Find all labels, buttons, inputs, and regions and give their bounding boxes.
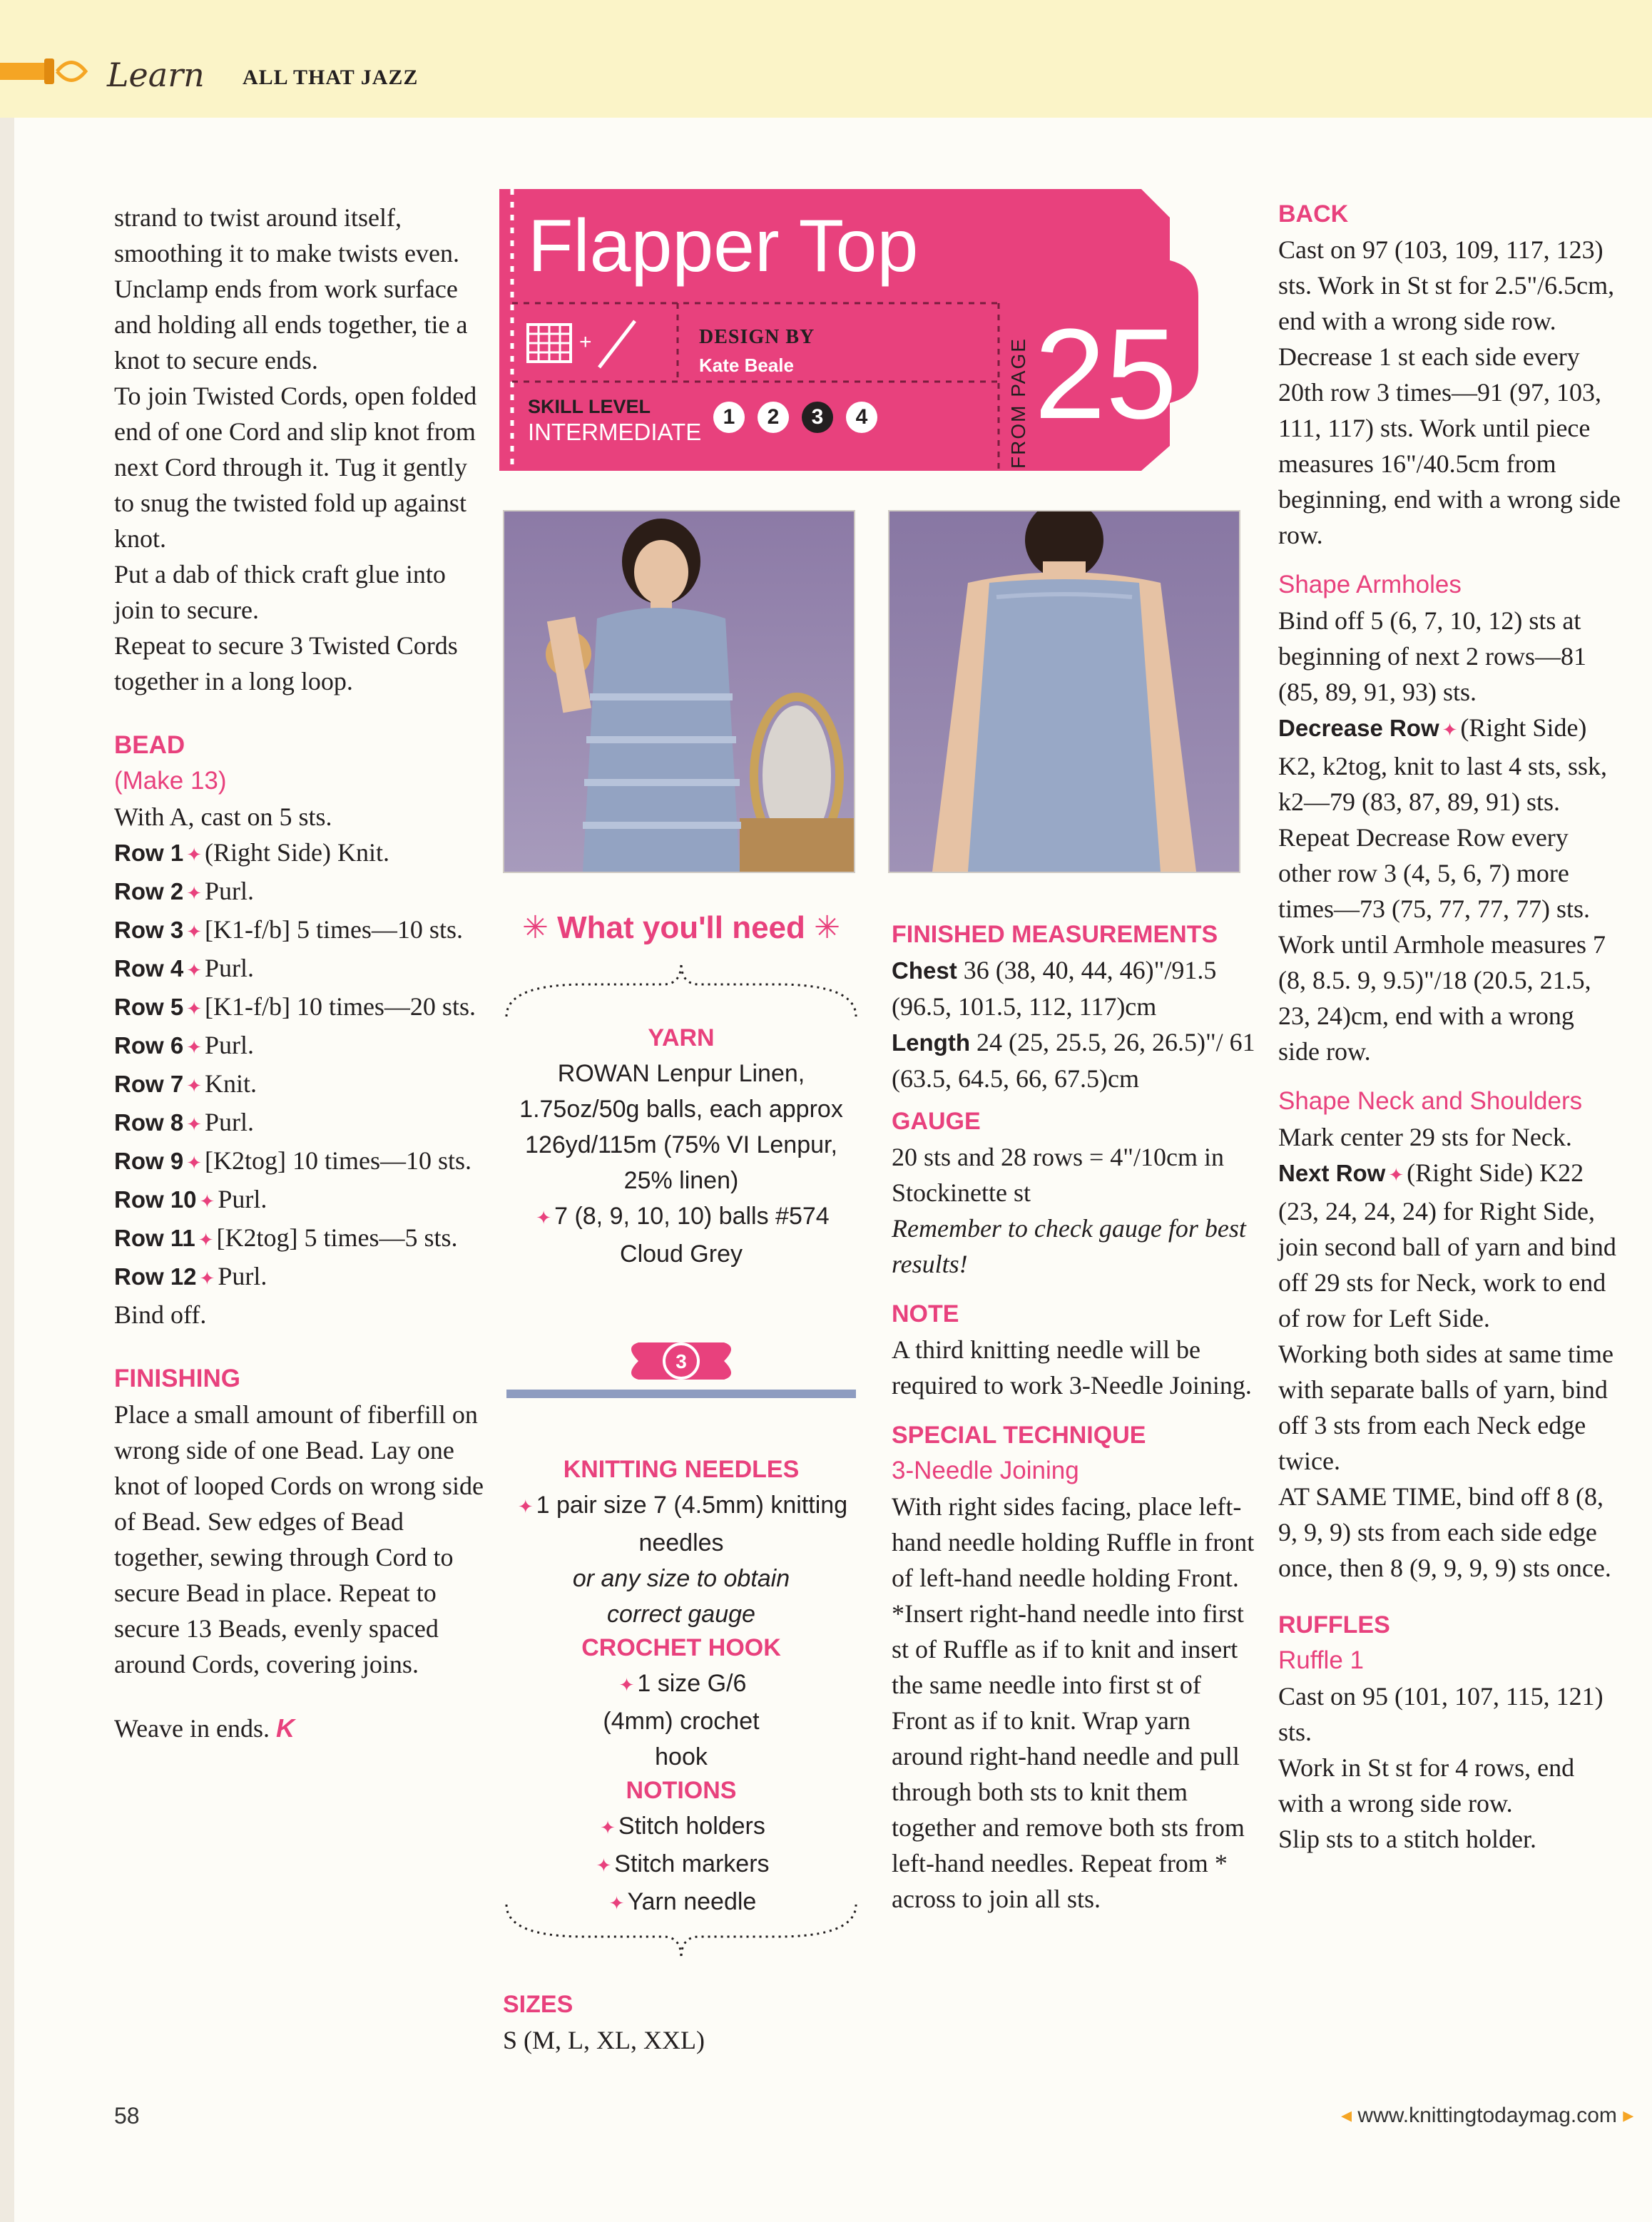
pattern-row <box>114 1066 485 1104</box>
row-label: Row 7 <box>114 1071 184 1097</box>
same-time: AT SAME TIME, bind off 8 (8, 9, 9, 9) sts from each side edge once, then 8 (9, 9, 9, 9) sts once. <box>1278 1482 1611 1582</box>
pattern-row <box>114 950 485 989</box>
diamond-icon: ✦ <box>596 1855 612 1877</box>
needles-heading: KNITTING NEEDLES <box>563 1456 800 1483</box>
diamond-icon: ✦ <box>186 883 202 904</box>
ruffle-work: Work in St st for 4 rows, end with a wrong side row. <box>1278 1753 1575 1818</box>
hook-section <box>499 1630 863 1775</box>
what-you-need-heading <box>499 909 863 946</box>
row-label: Row 2 <box>114 878 184 904</box>
footer-url[interactable] <box>1341 2103 1633 2128</box>
sizes-heading: SIZES <box>503 1991 573 2018</box>
back-photo <box>888 510 1240 873</box>
diamond-icon: ✦ <box>536 1208 552 1229</box>
hook-size: 1 size G/6 (4mm) crochet hook <box>603 1670 760 1770</box>
diamond-icon: ✦ <box>618 1675 635 1696</box>
pattern-row <box>114 835 485 873</box>
needles-or-text: or any size to obtain correct gauge <box>572 1565 790 1628</box>
skill-level-dot: 3 <box>802 402 833 433</box>
bead-cast-on: With A, cast on 5 sts. <box>114 802 332 831</box>
diamond-icon: ✦ <box>600 1818 616 1839</box>
decrease-row <box>1278 710 1621 820</box>
notion-text: Yarn needle <box>627 1888 757 1915</box>
decrease-row-text: (Right Side) K2, k2tog, knit to last 4 sts, ssk, k2—79 (83, 87, 89, 91) sts. <box>1278 713 1608 816</box>
length-measurement <box>892 1024 1263 1096</box>
yarn-amount-text: 7 (8, 9, 10, 10) balls #574 Cloud Grey <box>554 1203 830 1268</box>
sparkle-icon: ✳ <box>805 910 840 945</box>
row-text: Purl. <box>218 1262 267 1290</box>
top-brace <box>499 956 863 1020</box>
row-label: Row 11 <box>114 1225 195 1251</box>
ruffle-slip: Slip sts to a stitch holder. <box>1278 1825 1537 1853</box>
neck-mark: Mark center 29 sts for Neck. <box>1278 1123 1572 1151</box>
notion-text: Stitch markers <box>614 1850 770 1877</box>
pattern-row <box>114 1104 485 1143</box>
ruffle-cast-on: Cast on 95 (101, 107, 115, 121) sts. <box>1278 1682 1603 1746</box>
notions-heading: NOTIONS <box>626 1777 737 1804</box>
what-you-need-title: What you'll need <box>557 910 805 945</box>
pattern-row <box>114 989 485 1027</box>
row-text: Purl. <box>204 877 254 905</box>
diamond-icon: ✦ <box>186 1037 202 1059</box>
needles-size: 1 pair size 7 (4.5mm) knitting needles <box>536 1492 848 1556</box>
diamond-icon: ✦ <box>517 1497 534 1518</box>
page-number: 58 <box>114 2103 140 2129</box>
header-section-title: ALL THAT JAZZ <box>243 66 419 89</box>
chest-measurement <box>892 952 1263 1024</box>
pattern-title: Flapper Top <box>528 205 919 287</box>
next-row-text: (Right Side) K22 (23, 24, 24, 24) for Right Side, join second ball of yarn and bind off 29 sts for Neck, work to end of row for Left Side. <box>1278 1158 1616 1332</box>
bind-off: Bind off. <box>114 1300 207 1329</box>
yarn-weight-number: 3 <box>675 1350 687 1372</box>
both-sides: Working both sides at same time with separate balls of yarn, bind off 3 sts from each Neck edge twice. <box>1278 1340 1614 1475</box>
gauge-text: 20 sts and 28 rows = 4"/10cm in Stockinette st <box>892 1143 1224 1207</box>
armholes-heading: Shape Armholes <box>1278 571 1462 598</box>
column-1 <box>114 200 485 1746</box>
row-text: (Right Side) Knit. <box>204 838 389 867</box>
chest-value: 36 (38, 40, 44, 46)"/91.5 (96.5, 101.5, 112, 117)cm <box>892 956 1217 1021</box>
pattern-row <box>114 1143 485 1181</box>
diamond-icon: ✦ <box>186 1114 202 1136</box>
finished-measurements-heading: FINISHED MEASUREMENTS <box>892 921 1218 948</box>
header-learn: Learn <box>107 56 205 94</box>
row-text: Knit. <box>204 1069 257 1098</box>
next-row-label: Next Row <box>1278 1160 1386 1186</box>
row-label: Row 4 <box>114 955 184 982</box>
row-text: [K2tog] 10 times—10 sts. <box>204 1146 471 1175</box>
diamond-icon: ✦ <box>198 1230 214 1251</box>
notion-item <box>499 1846 863 1884</box>
sizes-section <box>503 1987 860 2058</box>
pattern-row <box>114 1027 485 1066</box>
work-until: Work until Armhole measures 7 (8, 8.5. 9, 9.5)"/18 (20.5, 21.5, 23, 24)cm, end with a wrong side row. <box>1278 930 1606 1066</box>
bead-subheading: (Make 13) <box>114 767 227 795</box>
repeat-decrease: Repeat Decrease Row every other row 3 (4, 5, 6, 7) more times—73 (75, 77, 77, 77) sts. <box>1278 823 1590 923</box>
row-list <box>114 835 485 1297</box>
pattern-row <box>114 1220 485 1258</box>
special-technique-heading: SPECIAL TECHNIQUE <box>892 1422 1146 1449</box>
diamond-icon: ✦ <box>186 1153 202 1174</box>
pattern-row <box>114 1258 485 1297</box>
yarn-section <box>499 1020 863 1272</box>
column-3 <box>892 917 1263 1917</box>
yarn-weight-icon <box>499 1340 863 1411</box>
needles-section <box>499 1452 863 1632</box>
skill-level-dots <box>713 402 877 433</box>
spool-icon <box>0 50 107 93</box>
chest-label: Chest <box>892 957 957 984</box>
diamond-icon: ✦ <box>186 1076 202 1097</box>
column-4 <box>1278 196 1621 1857</box>
yarn-description: ROWAN Lenpur Linen, 1.75oz/50g balls, each approx 126yd/115m (75% VI Lenpur, 25% linen) <box>519 1060 843 1194</box>
technique-text: With right sides facing, place left-hand needle holding Ruffle in front of left-hand needle holding Front. *Insert right-hand needle into first st of Ruffle as if to knit and insert the same needle into first st of Front as if to knit. Wrap yarn around right-hand needle and pull through both sts to knit them together and remove both sts from left-hand needles. Repeat from * across to join all sts. <box>892 1492 1255 1913</box>
needles-text <box>499 1487 863 1561</box>
row-text: [K1-f/b] 10 times—20 sts. <box>204 992 476 1021</box>
row-text: [K1-f/b] 5 times—10 sts. <box>204 915 463 944</box>
yarn-amount <box>499 1198 863 1272</box>
finishing-heading: FINISHING <box>114 1365 240 1392</box>
row-text: Purl. <box>204 954 254 982</box>
intro-paragraph: Put a dab of thick craft glue into join to secure. <box>114 560 446 624</box>
ruffle1-heading: Ruffle 1 <box>1278 1646 1364 1674</box>
skill-level-label: SKILL LEVEL <box>528 396 651 417</box>
row-label: Row 5 <box>114 994 184 1020</box>
svg-text:+: + <box>579 330 592 354</box>
skill-level-value: INTERMEDIATE <box>528 419 702 445</box>
diamond-icon: ✦ <box>1442 720 1458 741</box>
arrow-left-icon: ◂ <box>1341 2104 1358 2127</box>
yarn-heading: YARN <box>648 1024 715 1051</box>
back-text: Cast on 97 (103, 109, 117, 123) sts. Work in St st for 2.5"/6.5cm, end with a wrong side row. Decrease 1 st each side every 20th row 3 times—91 (97, 103, 111, 117) sts. Work until piece measures 16"/40.5cm from beginning, end with a wrong side row. <box>1278 235 1621 549</box>
end-mark-icon: K <box>276 1713 295 1743</box>
row-text: Purl. <box>204 1108 254 1136</box>
row-label: Row 3 <box>114 917 184 943</box>
diamond-icon: ✦ <box>1388 1165 1404 1186</box>
front-photo <box>503 510 855 873</box>
row-text: Purl. <box>204 1031 254 1059</box>
weave-text: Weave in ends. <box>114 1714 270 1743</box>
row-text: Purl. <box>218 1185 267 1213</box>
hook-heading: CROCHET HOOK <box>581 1634 781 1661</box>
page-edge <box>0 118 14 2222</box>
length-value: 24 (25, 25.5, 26, 26.5)"/ 61 (63.5, 64.5, 66, 67.5)cm <box>892 1028 1255 1093</box>
design-by-label: DESIGN BY <box>699 326 815 348</box>
diamond-icon: ✦ <box>186 922 202 943</box>
sizes-text: S (M, L, XL, XXL) <box>503 2026 705 2054</box>
finishing-text: Place a small amount of fiberfill on wrong side of one Bead. Lay one knot of looped Cords on wrong side of Bead. Sew edges of Bead together, sewing through Cord to secure Bead in place. Repeat to secure 13 Beads, evenly spaced around Cords, covering joins. <box>114 1400 484 1678</box>
notion-text: Stitch holders <box>618 1813 765 1840</box>
from-page-label: FROM PAGE <box>1007 337 1029 469</box>
intro-paragraph: Repeat to secure 3 Twisted Cords together in a long loop. <box>114 631 458 695</box>
diamond-icon: ✦ <box>186 960 202 982</box>
hook-text <box>499 1666 863 1775</box>
diamond-icon: ✦ <box>199 1268 215 1290</box>
back-heading: BACK <box>1278 200 1349 228</box>
intro-paragraph: Unclamp ends from work surface and holding all ends together, tie a knot to secure ends. <box>114 275 468 374</box>
note-text: A third knitting needle will be required to work 3-Needle Joining. <box>892 1335 1252 1400</box>
row-label: Row 9 <box>114 1148 184 1174</box>
gauge-heading: GAUGE <box>892 1108 981 1135</box>
intro-paragraph: To join Twisted Cords, open folded end of one Cord and slip knot from next Cord through it. Tug it gently to snug the twisted fold up against knot. <box>114 382 477 553</box>
from-page-number: 25 <box>1034 302 1178 446</box>
row-label: Row 8 <box>114 1109 184 1136</box>
diamond-icon: ✦ <box>608 1893 625 1915</box>
length-label: Length <box>892 1029 970 1056</box>
weave-ends <box>114 1711 485 1746</box>
skill-level-dot: 2 <box>758 402 789 433</box>
bead-heading: BEAD <box>114 731 185 759</box>
pattern-title-box <box>499 189 1213 471</box>
intro-paragraph: strand to twist around itself, smoothing it to make twists even. <box>114 203 459 267</box>
gauge-note: Remember to check gauge for best results! <box>892 1214 1246 1278</box>
technique-subheading: 3-Needle Joining <box>892 1457 1079 1484</box>
row-label: Row 12 <box>114 1263 197 1290</box>
pattern-row <box>114 1181 485 1220</box>
pattern-row <box>114 873 485 912</box>
sparkle-icon: ✳ <box>522 910 558 945</box>
note-heading: NOTE <box>892 1300 959 1327</box>
skill-level-dot: 4 <box>846 402 877 433</box>
next-row <box>1278 1155 1621 1336</box>
diamond-icon: ✦ <box>199 1191 215 1213</box>
arrow-right-icon: ▸ <box>1616 2104 1634 2127</box>
decrease-row-label: Decrease Row <box>1278 715 1439 741</box>
row-label: Row 6 <box>114 1032 184 1059</box>
row-text: [K2tog] 5 times—5 sts. <box>216 1223 458 1252</box>
row-label: Row 1 <box>114 840 184 866</box>
ruffles-heading: RUFFLES <box>1278 1611 1390 1639</box>
notions-section <box>499 1773 863 1922</box>
diamond-icon: ✦ <box>186 999 202 1020</box>
designer-name: Kate Beale <box>699 355 794 376</box>
diamond-icon: ✦ <box>186 845 202 866</box>
row-label: Row 10 <box>114 1186 197 1213</box>
pattern-row <box>114 912 485 950</box>
bottom-brace <box>499 1901 863 1965</box>
skill-level-dot: 1 <box>713 402 745 433</box>
footer-url-text: www.knittingtodaymag.com <box>1357 2104 1617 2127</box>
notion-item <box>499 1808 863 1846</box>
armholes-text: Bind off 5 (6, 7, 10, 12) sts at beginning of next 2 rows—81 (85, 89, 91, 93) sts. <box>1278 606 1586 706</box>
neck-heading: Shape Neck and Shoulders <box>1278 1087 1583 1115</box>
header-band <box>0 0 1652 118</box>
